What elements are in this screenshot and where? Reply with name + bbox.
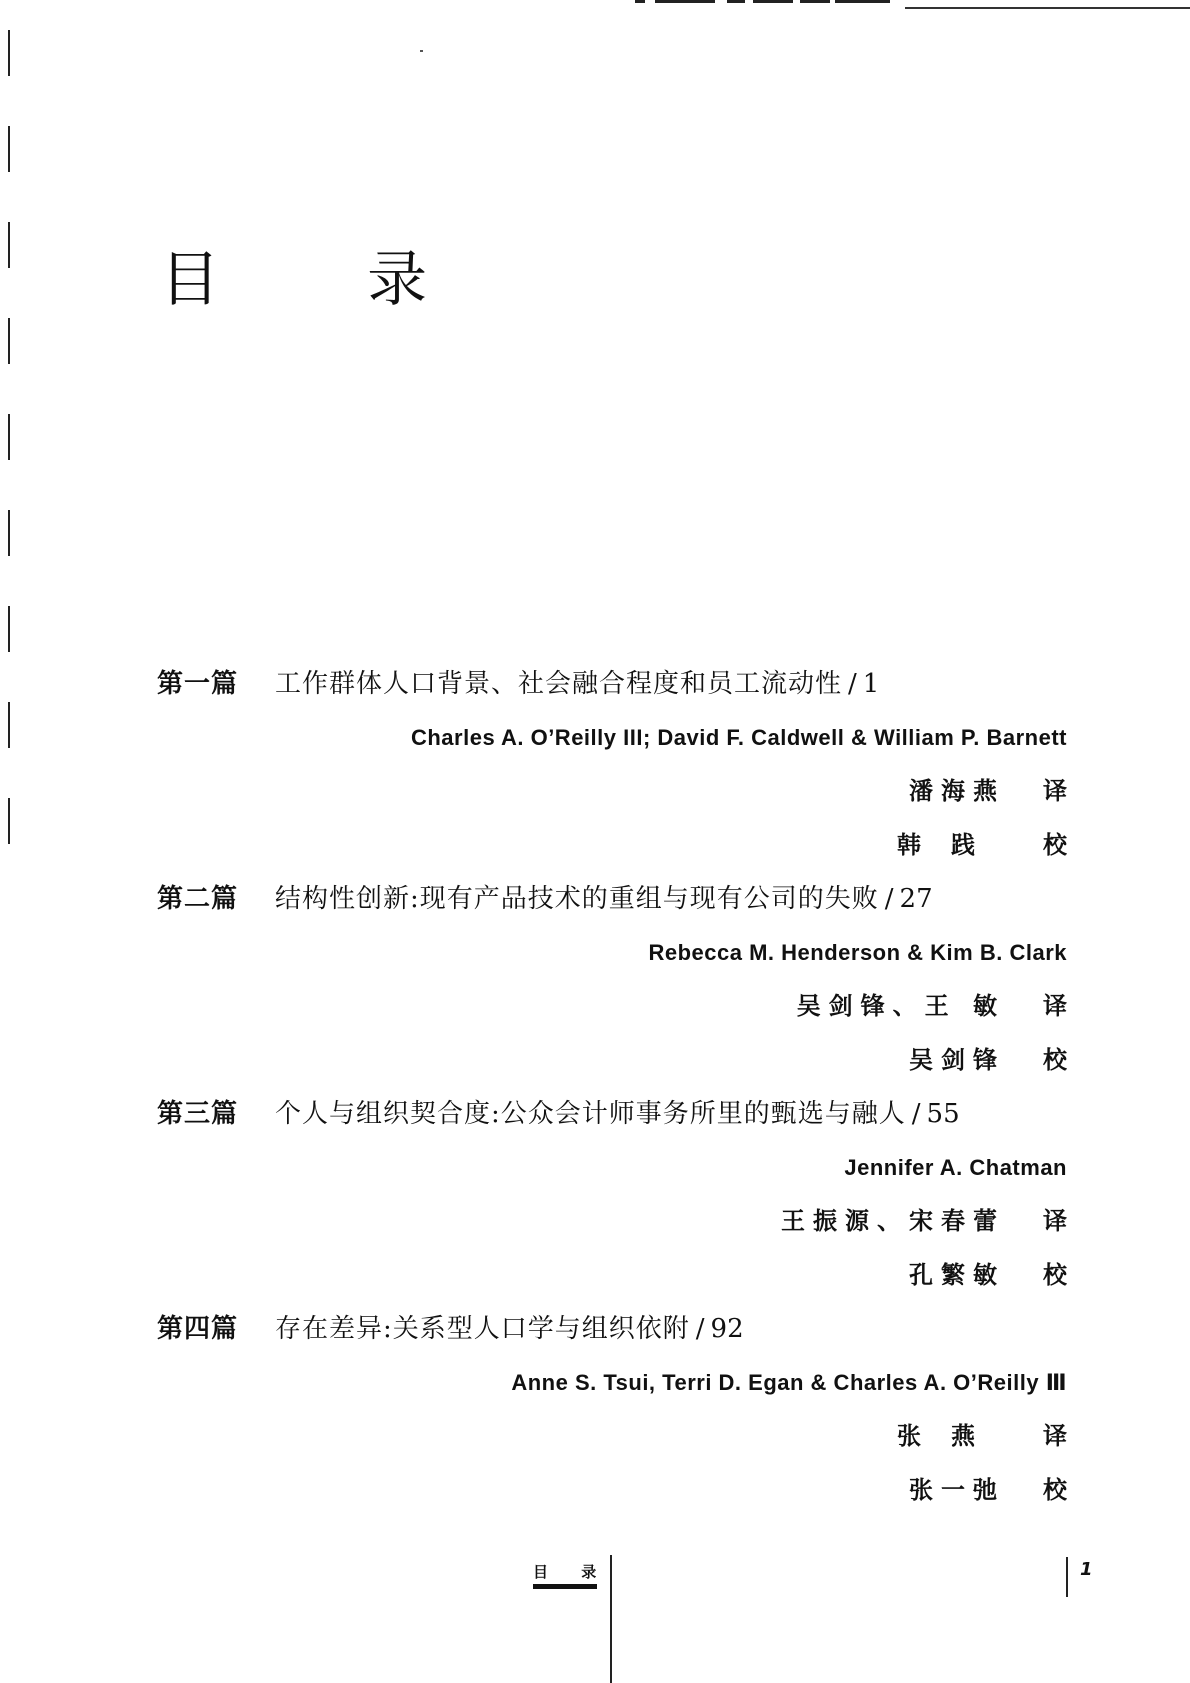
toc-entry-1 (157, 657, 1067, 872)
reviewer-role: 校 (1043, 1260, 1067, 1289)
authors: Anne S. Tsui, Terri D. Egan & Charles A. O’Reilly Ⅲ (511, 1370, 1067, 1395)
toc-entry-heading[interactable] (157, 1302, 1067, 1356)
part-title: 结构性创新:现有产品技术的重组与现有公司的失败 (275, 884, 879, 914)
part-title: 工作群体人口背景、社会融合程度和员工流动性 (275, 669, 843, 699)
reviewer-credit (157, 1033, 1067, 1087)
page-number-bar (1066, 1557, 1068, 1597)
scan-speck (420, 50, 423, 52)
footer-underline (533, 1584, 597, 1589)
toc-entry-2 (157, 872, 1067, 1087)
page-separator: / (848, 669, 857, 699)
part-label: 第三篇 (157, 1099, 239, 1129)
reviewer-role: 校 (1043, 1045, 1067, 1074)
translator-role: 译 (1043, 1206, 1067, 1235)
page-separator: / (911, 1099, 921, 1129)
page-number: 92 (710, 1314, 744, 1344)
reviewer-name: 张一弛 (909, 1475, 1005, 1504)
authors: Rebecca M. Henderson & Kim B. Clark (648, 940, 1067, 965)
page-number: 1 (862, 669, 880, 699)
part-title: 存在差异:关系型人口学与组织依附 (275, 1314, 690, 1344)
toc-entry-3 (157, 1087, 1067, 1302)
translator-name: 吴剑锋、王 敏 (796, 991, 1005, 1020)
page-number: 27 (899, 884, 933, 914)
page-separator: / (695, 1314, 705, 1344)
running-footer-label: 目 录 (533, 1563, 611, 1581)
page-footer (0, 1555, 1190, 1683)
translator-name: 潘海燕 (909, 776, 1005, 805)
page-title: 目 录 (160, 245, 492, 315)
reviewer-name: 韩践 (897, 830, 1005, 859)
page-separator: / (884, 884, 894, 914)
part-label: 第二篇 (157, 884, 239, 914)
translator-name: 王振源、宋春蕾 (781, 1206, 1005, 1235)
reviewer-credit (157, 1463, 1067, 1517)
reviewer-credit (157, 1248, 1067, 1302)
toc-entry-4 (157, 1302, 1067, 1517)
page-number: 55 (926, 1099, 960, 1129)
toc-entry-heading[interactable] (157, 657, 1067, 711)
translator-name: 张燕 (897, 1421, 1005, 1450)
authors: Jennifer A. Chatman (844, 1155, 1067, 1180)
authors: Charles A. O’Reilly III; David F. Caldwell & William P. Barnett (410, 725, 1067, 750)
reviewer-credit (157, 818, 1067, 872)
table-of-contents (157, 657, 1067, 1517)
translator-credit (157, 1194, 1067, 1248)
reviewer-name: 吴剑锋 (909, 1045, 1005, 1074)
binding-edge-marks (8, 0, 12, 1683)
toc-entry-heading[interactable] (157, 872, 1067, 926)
toc-entry-heading[interactable] (157, 1087, 1067, 1141)
part-label: 第四篇 (157, 1314, 239, 1344)
translator-credit (157, 1409, 1067, 1463)
translator-credit (157, 979, 1067, 1033)
translator-credit (157, 764, 1067, 818)
reviewer-role: 校 (1043, 830, 1067, 859)
footer-page-number: 1 (1080, 1559, 1093, 1580)
gutter-line (610, 1555, 612, 1683)
top-scan-rule (635, 0, 1190, 8)
part-label: 第一篇 (157, 669, 239, 699)
part-title: 个人与组织契合度:公众会计师事务所里的甄选与融人 (275, 1099, 906, 1129)
translator-role: 译 (1043, 991, 1067, 1020)
reviewer-name: 孔繁敏 (909, 1260, 1005, 1289)
translator-role: 译 (1043, 776, 1067, 805)
reviewer-role: 校 (1043, 1475, 1067, 1504)
translator-role: 译 (1043, 1421, 1067, 1450)
